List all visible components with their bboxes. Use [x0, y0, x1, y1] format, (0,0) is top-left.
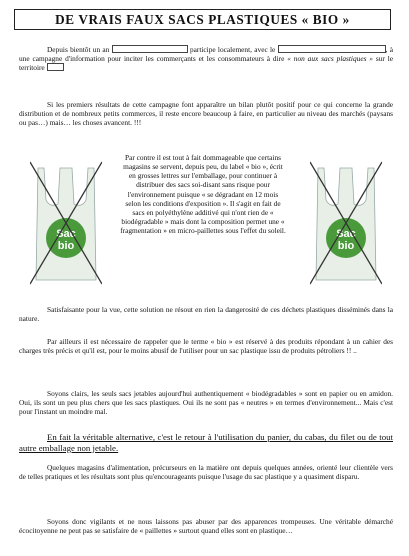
crossed-bio-bag-image — [310, 160, 382, 286]
paragraph-results: Si les premiers résultats de cette campagne font apparaître un bilan plutôt positif pour ce qui concerne la grande distribution et de nombreux petits commerces, il reste encore beaucoup à faire, en particulier au niveau des marchés (paysans ou pas…) mais… les choses avancent. !!! — [19, 100, 393, 128]
intro-text-e: sur le territoire — [19, 54, 394, 73]
paragraph-alternative: En fait la véritable alternative, c'est le retour à l'utilisation du panier, du cabas, du filet ou de tout autre emballage non jetable. — [19, 432, 393, 453]
redacted-box — [278, 45, 386, 53]
crossed-bio-bag-image — [30, 160, 102, 286]
intro-text-b: participe localement, avec le — [189, 45, 276, 54]
intro-quote: « non aux sacs plastiques » — [287, 54, 373, 64]
redacted-box — [112, 45, 188, 53]
paragraph-clear: Soyons clairs, les seuls sacs jetables aujourd'hui authentiquement « biodégradables » sont en papier ou en amidon. Oui, ils sont un peu plus chers que les sacs plastiques. Oui ils ne sont pas « neutres » en termes d'environnement... Mais c'est pour l'instant un moindre mal. — [19, 389, 393, 417]
page-title: DE VRAIS FAUX SACS PLASTIQUES « BIO » — [55, 11, 350, 27]
redacted-box — [47, 63, 64, 71]
bag-word-bio: bio — [337, 240, 355, 252]
center-column-text: Par contre il est tout à fait dommageable que certains magasins se servent, depuis peu, du label « bio », écrit en grosses lettres sur l'emballage, pour continuer à distribuer des sacs soi-disant sans risque pour l'environnement puisque « se dégradant en 12 mois selon les conditions d'exposition ». Il s'agit en fait de sacs en polyéthylène additivé qui n'ont rien de « biodégradable » mais dont la composition permet une « fragmentation » en micro-paillettes sous l'effet du soleil. — [120, 153, 286, 236]
bag-word-sac: Sac — [336, 228, 356, 240]
paragraph-satisfying: Satisfaisante pour la vue, cette solution ne résout en rien la dangerosité de ces déchets plastiques disséminés dans la nature. — [19, 305, 393, 324]
paragraph-shops: Quelques magasins d'alimentation, précurseurs en la matière ont depuis quelques années, orienté leur clientèle vers de telles pratiques et les résultats sont plus qu'encourageants puisque l'usage du sac plastique y a quasiment disparu. — [19, 463, 393, 482]
intro-text-c: , à une campagne d'information pour inciter les commerçants et les consommateurs à dire — [19, 45, 394, 64]
bag-word-sac: Sac — [56, 228, 76, 240]
intro-text-a: Depuis bientôt un an — [47, 45, 110, 54]
paragraph-bio-term: Par ailleurs il est nécessaire de rappeler que le terme « bio » est réservé à des produits répondant à un cahier des charges très précis et qu'il est, pour le moins abusif de l'utiliser pour un sac plastique issu de produits pétroliers !! .. — [19, 337, 393, 356]
bag-word-bio: bio — [57, 240, 75, 252]
paragraph-intro — [19, 45, 393, 73]
title-box — [14, 9, 391, 30]
paragraph-vigilant: Soyons donc vigilants et ne nous laissons pas abuser par des apparences trompeuses. Une véritable démarché écocitoyenne ne peut pas se satisfaire de « paillettes » surtout quand elles sont en plastique… — [19, 517, 393, 536]
